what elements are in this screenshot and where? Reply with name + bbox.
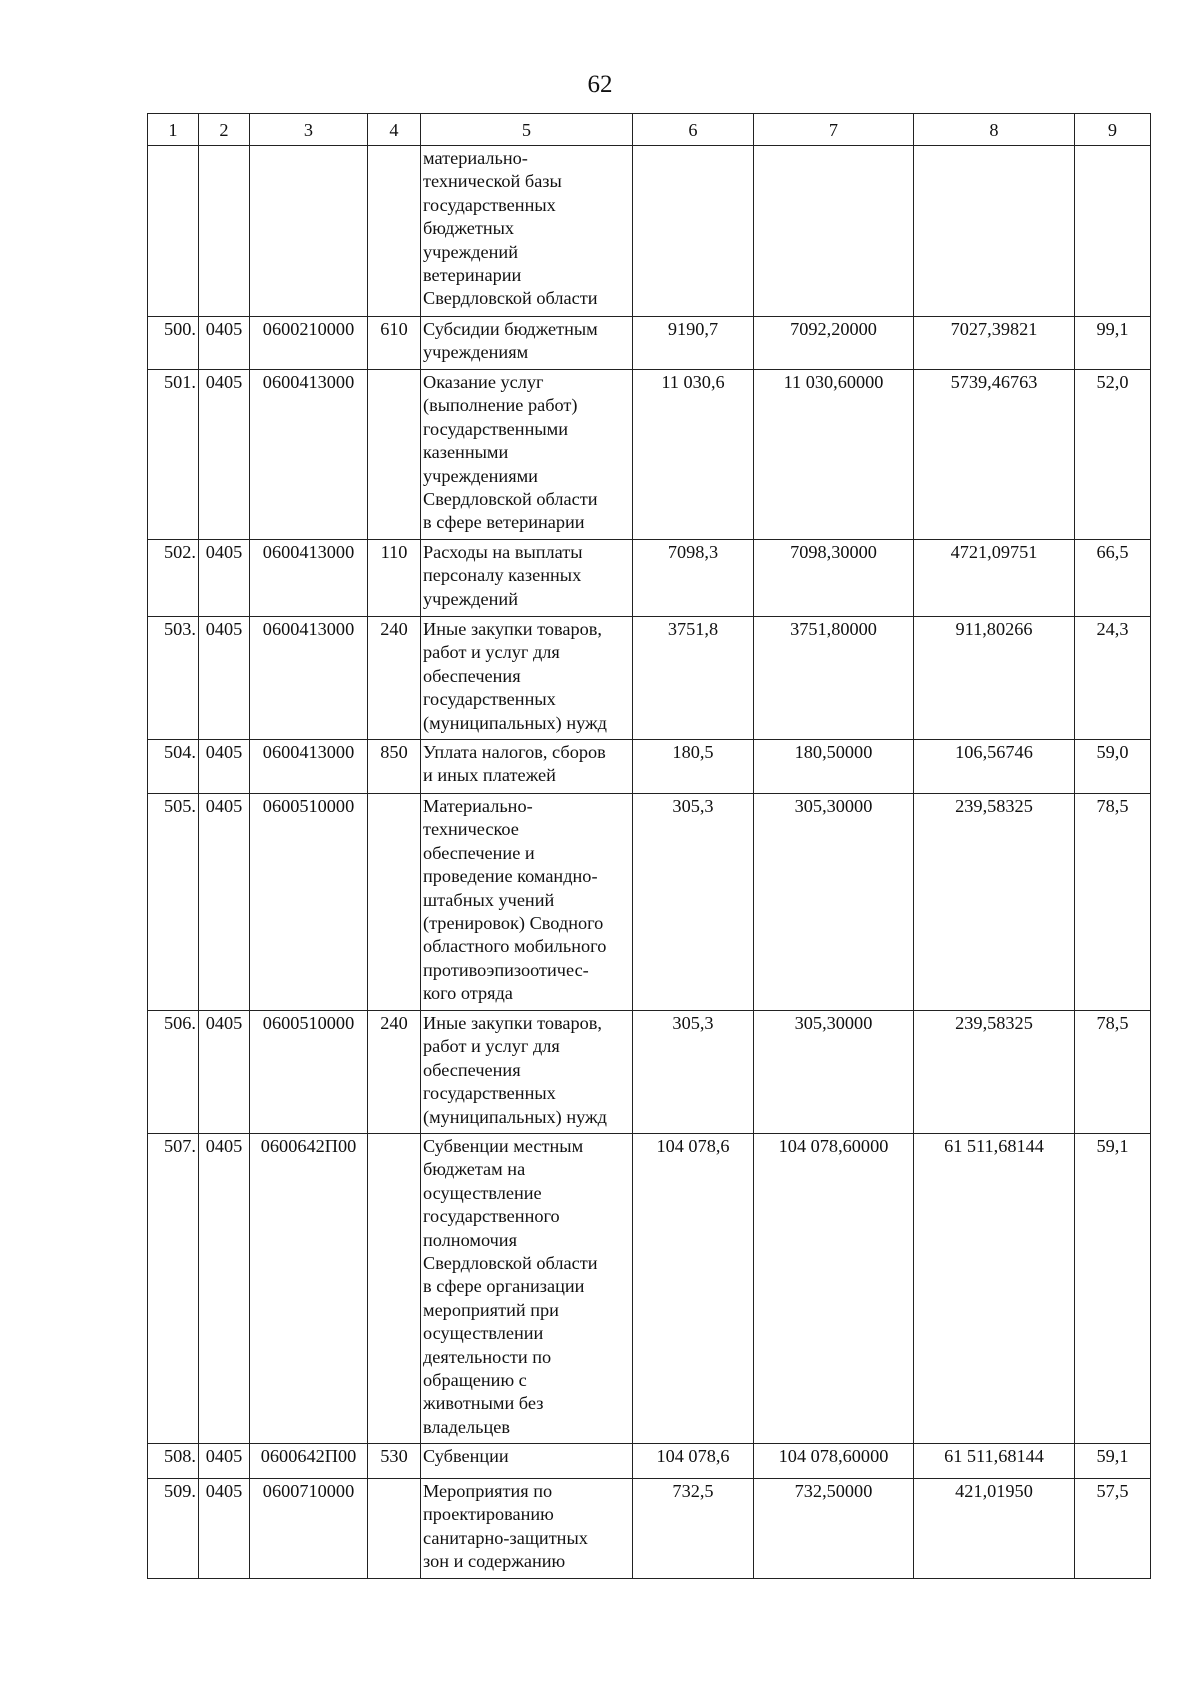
item-name: Субвенции местным бюджетам на осуществление государственного полномочия Свердловской области в сфере организации мероприятий при осуществлении деятельности по обращению с животными без владельцев: [421, 1134, 633, 1444]
expense-kind-code: [368, 146, 421, 317]
execution-percent: 59,1: [1075, 1134, 1151, 1444]
page-number: 62: [587, 71, 613, 98]
execution-percent: 59,1: [1075, 1444, 1151, 1479]
expense-kind-code: 610: [368, 317, 421, 370]
executed-amount: 239,58325: [914, 794, 1075, 1011]
target-code: 0600510000: [250, 794, 368, 1011]
column-header: 3: [250, 114, 368, 146]
row-number: 504.: [148, 740, 199, 794]
section-code: 0405: [199, 1011, 250, 1134]
executed-amount: 4721,09751: [914, 540, 1075, 617]
target-code: 0600413000: [250, 370, 368, 540]
row-number: 503.: [148, 617, 199, 740]
section-code: 0405: [199, 617, 250, 740]
target-code: 0600510000: [250, 1011, 368, 1134]
section-code: 0405: [199, 740, 250, 794]
expense-kind-code: [368, 370, 421, 540]
execution-percent: 78,5: [1075, 794, 1151, 1011]
plan-amount: 9190,7: [633, 317, 754, 370]
table-row: [148, 1479, 1151, 1579]
execution-percent: 57,5: [1075, 1479, 1151, 1579]
expense-kind-code: [368, 1134, 421, 1444]
executed-amount: [914, 146, 1075, 317]
updated-amount: 180,50000: [754, 740, 914, 794]
updated-amount: 104 078,60000: [754, 1134, 914, 1444]
column-header: 8: [914, 114, 1075, 146]
plan-amount: 305,3: [633, 794, 754, 1011]
expense-kind-code: 530: [368, 1444, 421, 1479]
section-code: 0405: [199, 370, 250, 540]
plan-amount: 732,5: [633, 1479, 754, 1579]
updated-amount: 3751,80000: [754, 617, 914, 740]
section-code: 0405: [199, 1479, 250, 1579]
target-code: 0600210000: [250, 317, 368, 370]
expense-kind-code: 240: [368, 617, 421, 740]
expense-kind-code: [368, 794, 421, 1011]
updated-amount: 104 078,60000: [754, 1444, 914, 1479]
item-name: Иные закупки товаров, работ и услуг для обеспечения государственных (муниципальных) нужд: [421, 1011, 633, 1134]
plan-amount: 104 078,6: [633, 1134, 754, 1444]
section-code: 0405: [199, 794, 250, 1011]
updated-amount: 305,30000: [754, 1011, 914, 1134]
row-number: 501.: [148, 370, 199, 540]
column-header: 2: [199, 114, 250, 146]
column-header: 6: [633, 114, 754, 146]
column-header: 1: [148, 114, 199, 146]
row-number: 500.: [148, 317, 199, 370]
executed-amount: 911,80266: [914, 617, 1075, 740]
table-row: [148, 1444, 1151, 1479]
executed-amount: 61 511,68144: [914, 1134, 1075, 1444]
execution-percent: 99,1: [1075, 317, 1151, 370]
target-code: 0600413000: [250, 540, 368, 617]
column-header: 9: [1075, 114, 1151, 146]
updated-amount: 732,50000: [754, 1479, 914, 1579]
updated-amount: 305,30000: [754, 794, 914, 1011]
table-row: [148, 370, 1151, 540]
execution-percent: 59,0: [1075, 740, 1151, 794]
execution-percent: [1075, 146, 1151, 317]
expense-kind-code: 850: [368, 740, 421, 794]
updated-amount: 7092,20000: [754, 317, 914, 370]
column-header: 4: [368, 114, 421, 146]
item-name: Материально- техническое обеспечение и проведение командно- штабных учений (тренировок) Сводного областного мобильного противоэпизоотичес- кого отряда: [421, 794, 633, 1011]
target-code: 0600413000: [250, 740, 368, 794]
updated-amount: 7098,30000: [754, 540, 914, 617]
plan-amount: 305,3: [633, 1011, 754, 1134]
target-code: [250, 146, 368, 317]
item-name: материально- технической базы государственных бюджетных учреждений ветеринарии Свердловской области: [421, 146, 633, 317]
section-code: 0405: [199, 540, 250, 617]
plan-amount: 104 078,6: [633, 1444, 754, 1479]
executed-amount: 421,01950: [914, 1479, 1075, 1579]
executed-amount: 5739,46763: [914, 370, 1075, 540]
table-row: [148, 1134, 1151, 1444]
item-name: Иные закупки товаров, работ и услуг для обеспечения государственных (муниципальных) нужд: [421, 617, 633, 740]
section-code: [199, 146, 250, 317]
execution-percent: 66,5: [1075, 540, 1151, 617]
row-number: 507.: [148, 1134, 199, 1444]
row-number: 508.: [148, 1444, 199, 1479]
table-row: [148, 146, 1151, 317]
section-code: 0405: [199, 1444, 250, 1479]
row-number: 509.: [148, 1479, 199, 1579]
table-row: [148, 1011, 1151, 1134]
item-name: Расходы на выплаты персоналу казенных учреждений: [421, 540, 633, 617]
row-number: 502.: [148, 540, 199, 617]
executed-amount: 239,58325: [914, 1011, 1075, 1134]
column-header: 5: [421, 114, 633, 146]
plan-amount: 11 030,6: [633, 370, 754, 540]
row-number: 505.: [148, 794, 199, 1011]
table-row: [148, 794, 1151, 1011]
plan-amount: 7098,3: [633, 540, 754, 617]
row-number: 506.: [148, 1011, 199, 1134]
table-row: [148, 317, 1151, 370]
target-code: 0600413000: [250, 617, 368, 740]
section-code: 0405: [199, 317, 250, 370]
section-code: 0405: [199, 1134, 250, 1444]
header-row: [148, 114, 1151, 146]
execution-percent: 78,5: [1075, 1011, 1151, 1134]
item-name: Оказание услуг (выполнение работ) государственными казенными учреждениями Свердловской области в сфере ветеринарии: [421, 370, 633, 540]
execution-percent: 52,0: [1075, 370, 1151, 540]
executed-amount: 7027,39821: [914, 317, 1075, 370]
plan-amount: [633, 146, 754, 317]
table-row: [148, 617, 1151, 740]
updated-amount: 11 030,60000: [754, 370, 914, 540]
row-number: [148, 146, 199, 317]
table-row: [148, 540, 1151, 617]
target-code: 0600642П00: [250, 1134, 368, 1444]
column-header: 7: [754, 114, 914, 146]
plan-amount: 3751,8: [633, 617, 754, 740]
target-code: 0600642П00: [250, 1444, 368, 1479]
item-name: Субвенции: [421, 1444, 633, 1479]
expense-kind-code: [368, 1479, 421, 1579]
executed-amount: 61 511,68144: [914, 1444, 1075, 1479]
execution-percent: 24,3: [1075, 617, 1151, 740]
expense-kind-code: 110: [368, 540, 421, 617]
target-code: 0600710000: [250, 1479, 368, 1579]
budget-table: [147, 113, 1151, 1579]
updated-amount: [754, 146, 914, 317]
table-row: [148, 740, 1151, 794]
expense-kind-code: 240: [368, 1011, 421, 1134]
item-name: Мероприятия по проектированию санитарно-защитных зон и содержанию: [421, 1479, 633, 1579]
plan-amount: 180,5: [633, 740, 754, 794]
executed-amount: 106,56746: [914, 740, 1075, 794]
item-name: Уплата налогов, сборов и иных платежей: [421, 740, 633, 794]
item-name: Субсидии бюджетным учреждениям: [421, 317, 633, 370]
